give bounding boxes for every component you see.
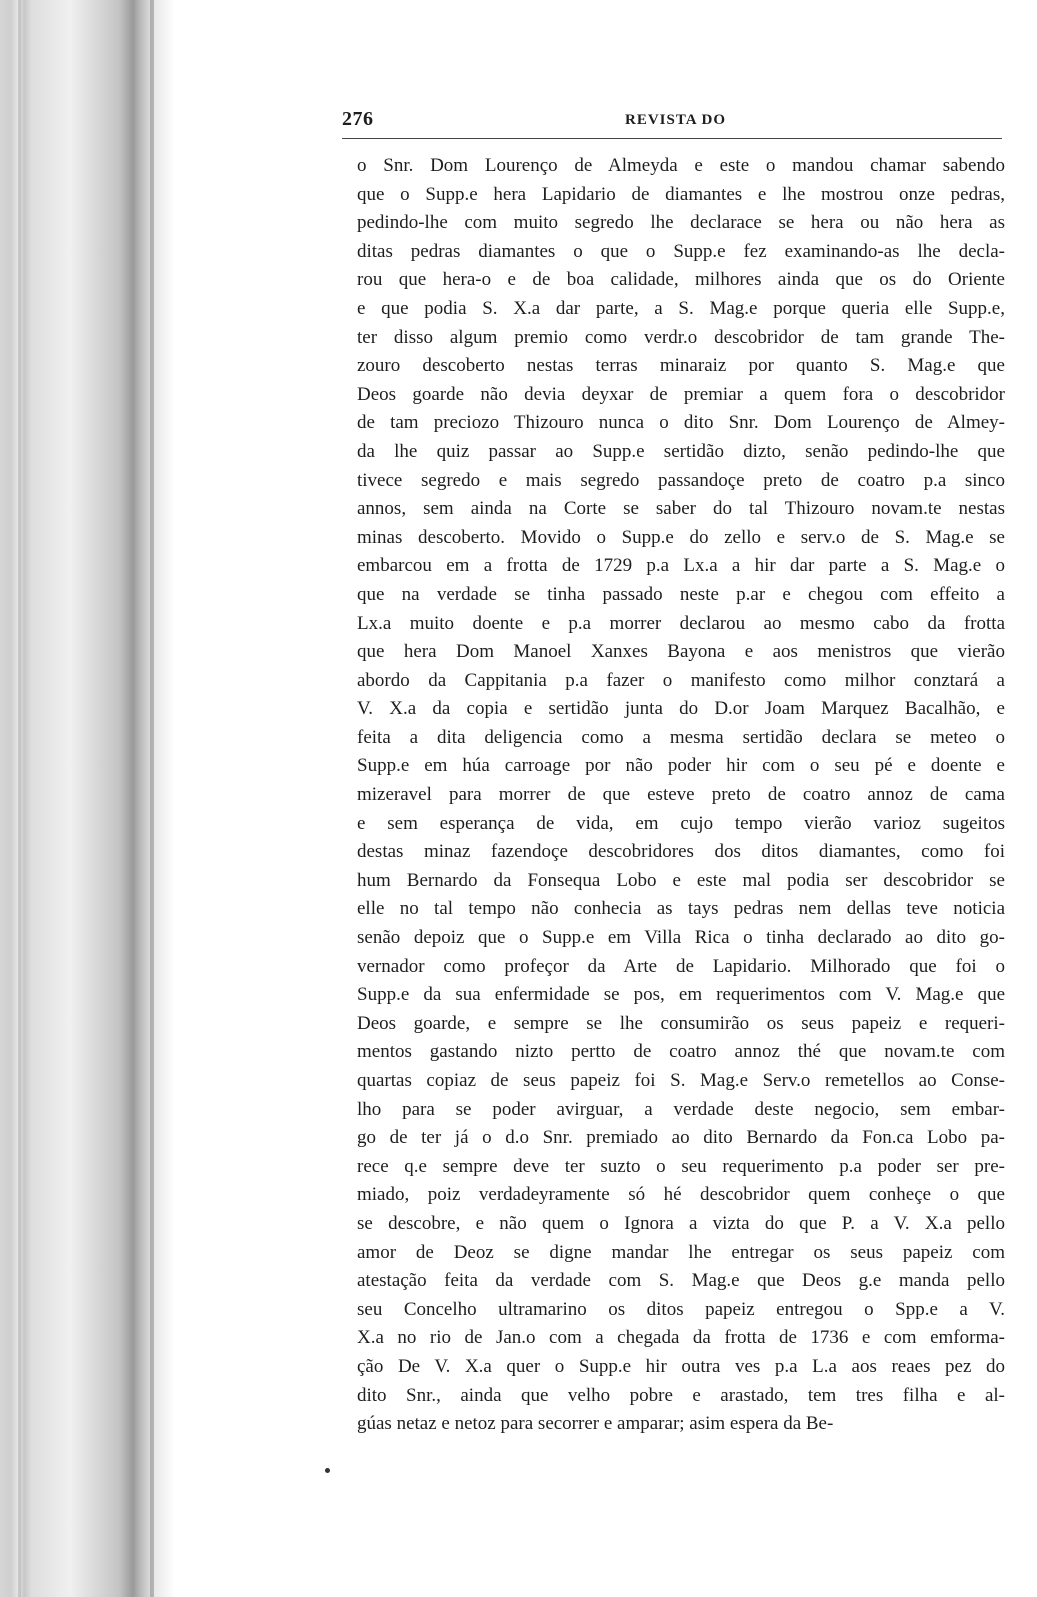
text-line: Lx.a muito doente e p.a morrer declarou ao mesmo cabo da frotta bbox=[357, 612, 1005, 634]
text-line: que hera Dom Manoel Xanxes Bayona e aos menistros que vierão bbox=[357, 641, 1005, 663]
text-line: e sem esperança de vida, em cujo tempo vierão varioz sugeitos bbox=[357, 812, 1005, 834]
text-line: Supp.e da sua enfermidade se pos, em requerimentos com V. Mag.e que bbox=[357, 984, 1005, 1006]
text-line: seu Concelho ultramarino os ditos papeiz entregou o Spp.e a V. bbox=[357, 1298, 1005, 1320]
book-gutter-shadow bbox=[0, 0, 175, 1597]
text-line: Deos goarde não devia deyxar de premiar a quem fora o descobridor bbox=[357, 383, 1005, 405]
text-line: mizeravel para morrer de que esteve preto de coatro annoz de cama bbox=[357, 784, 1005, 806]
header-rule bbox=[342, 138, 1002, 139]
text-line: se descobre, e não quem o Ignora a vizta do que P. a V. X.a pello bbox=[357, 1212, 1005, 1234]
binding-edge bbox=[150, 0, 154, 1597]
text-line: miado, poiz verdadeyramente só hé descobridor quem conheçe o que bbox=[357, 1184, 1005, 1206]
text-line: rece q.e sempre deve ter suzto o seu requerimento p.a poder ser pre- bbox=[357, 1155, 1005, 1177]
text-line: de tam preciozo Thizouro nunca o dito Snr. Dom Lourenço de Almey- bbox=[357, 412, 1005, 434]
text-line: rou que hera-o e de boa calidade, milhores ainda que os do Oriente bbox=[357, 269, 1005, 291]
text-line: gúas netaz e netoz para secorrer e amparar; asim espera da Be- bbox=[357, 1413, 834, 1435]
text-line: que o Supp.e hera Lapidario de diamantes e lhe mostrou onze pedras, bbox=[357, 183, 1005, 205]
text-line: tivece segredo e mais segredo passandoçe preto de coatro p.a sinco bbox=[357, 469, 1005, 491]
text-line: que na verdade se tinha passado neste p.ar e chegou com effeito a bbox=[357, 583, 1005, 605]
text-line: senão depoiz que o Supp.e em Villa Rica o tinha declarado ao dito go- bbox=[357, 927, 1005, 949]
text-line: embarcou em a frotta de 1729 p.a Lx.a a hir dar parte a S. Mag.e o bbox=[357, 555, 1005, 577]
text-line: Supp.e em húa carroage por não poder hir com o seu pé e doente e bbox=[357, 755, 1005, 777]
text-line: e que podia S. X.a dar parte, a S. Mag.e porque queria elle Supp.e, bbox=[357, 297, 1005, 319]
body-text bbox=[357, 152, 1005, 1439]
text-line: Deos goarde, e sempre se lhe consumirão os seus papeiz e requeri- bbox=[357, 1012, 1005, 1034]
text-line: quartas copiaz de seus papeiz foi S. Mag.e Serv.o remetellos ao Conse- bbox=[357, 1070, 1005, 1091]
text-line: destas minaz fazendoçe descobridores dos ditos diamantes, como foi bbox=[357, 841, 1005, 863]
page-edge bbox=[18, 0, 21, 1597]
text-line: ditas pedras diamantes o que o Supp.e fez examinando-as lhe decla- bbox=[357, 240, 1005, 262]
text-line: atestação feita da verdade com S. Mag.e que Deos g.e manda pello bbox=[357, 1270, 1005, 1292]
text-line: ção De V. X.a quer o Supp.e hir outra ves p.a L.a aos reaes pez do bbox=[357, 1355, 1005, 1377]
journal-title: REVISTA DO bbox=[625, 112, 726, 128]
text-line: feita a dita deligencia como a mesma sertidão declara se meteo o bbox=[357, 726, 1005, 748]
text-line: zouro descoberto nestas terras minaraiz por quanto S. Mag.e que bbox=[357, 355, 1005, 377]
text-line: dito Snr., ainda que velho pobre e arastado, tem tres filha e al- bbox=[357, 1384, 1005, 1406]
text-line: go de ter já o d.o Snr. premiado ao dito Bernardo da Fon.ca Lobo pa- bbox=[357, 1127, 1005, 1149]
running-head bbox=[342, 108, 1002, 138]
text-line: vernador como profeçor da Arte de Lapidario. Milhorado que foi o bbox=[357, 955, 1005, 977]
text-line: V. X.a da copia e sertidão junta do D.or Joam Marquez Bacalhão, e bbox=[357, 698, 1005, 720]
text-line: pedindo-lhe com muito segredo lhe declarace se hera ou não hera as bbox=[357, 212, 1005, 234]
text-line: elle no tal tempo não conhecia as tays pedras nem dellas teve noticia bbox=[357, 898, 1005, 920]
text-line: ter disso algum premio como verdr.o descobridor de tam grande The- bbox=[357, 326, 1005, 348]
text-line: abordo da Cappitania p.a fazer o manifesto como milhor conztará a bbox=[357, 669, 1005, 691]
print-speck bbox=[325, 1468, 330, 1473]
text-line: X.a no rio de Jan.o com a chegada da frotta de 1736 e com emforma- bbox=[357, 1327, 1005, 1349]
text-line: lho para se poder avirguar, a verdade deste negocio, sem embar- bbox=[357, 1098, 1005, 1120]
text-line: hum Bernardo da Fonsequa Lobo e este mal podia ser descobridor se bbox=[357, 869, 1005, 891]
text-line: annos, sem ainda na Corte se saber do tal Thizouro novam.te nestas bbox=[357, 498, 1005, 520]
page-number: 276 bbox=[342, 108, 374, 130]
text-line: minas descoberto. Movido o Supp.e do zello e serv.o de S. Mag.e se bbox=[357, 526, 1005, 548]
text-line: mentos gastando nizto pertto de coatro annoz thé que novam.te com bbox=[357, 1041, 1005, 1063]
text-line: amor de Deoz se digne mandar lhe entregar os seus papeiz com bbox=[357, 1241, 1005, 1263]
text-line: da lhe quiz passar ao Supp.e sertidão dizto, senão pedindo-lhe que bbox=[357, 440, 1005, 462]
text-line: o Snr. Dom Lourenço de Almeyda e este o mandou chamar sabendo bbox=[357, 155, 1005, 176]
